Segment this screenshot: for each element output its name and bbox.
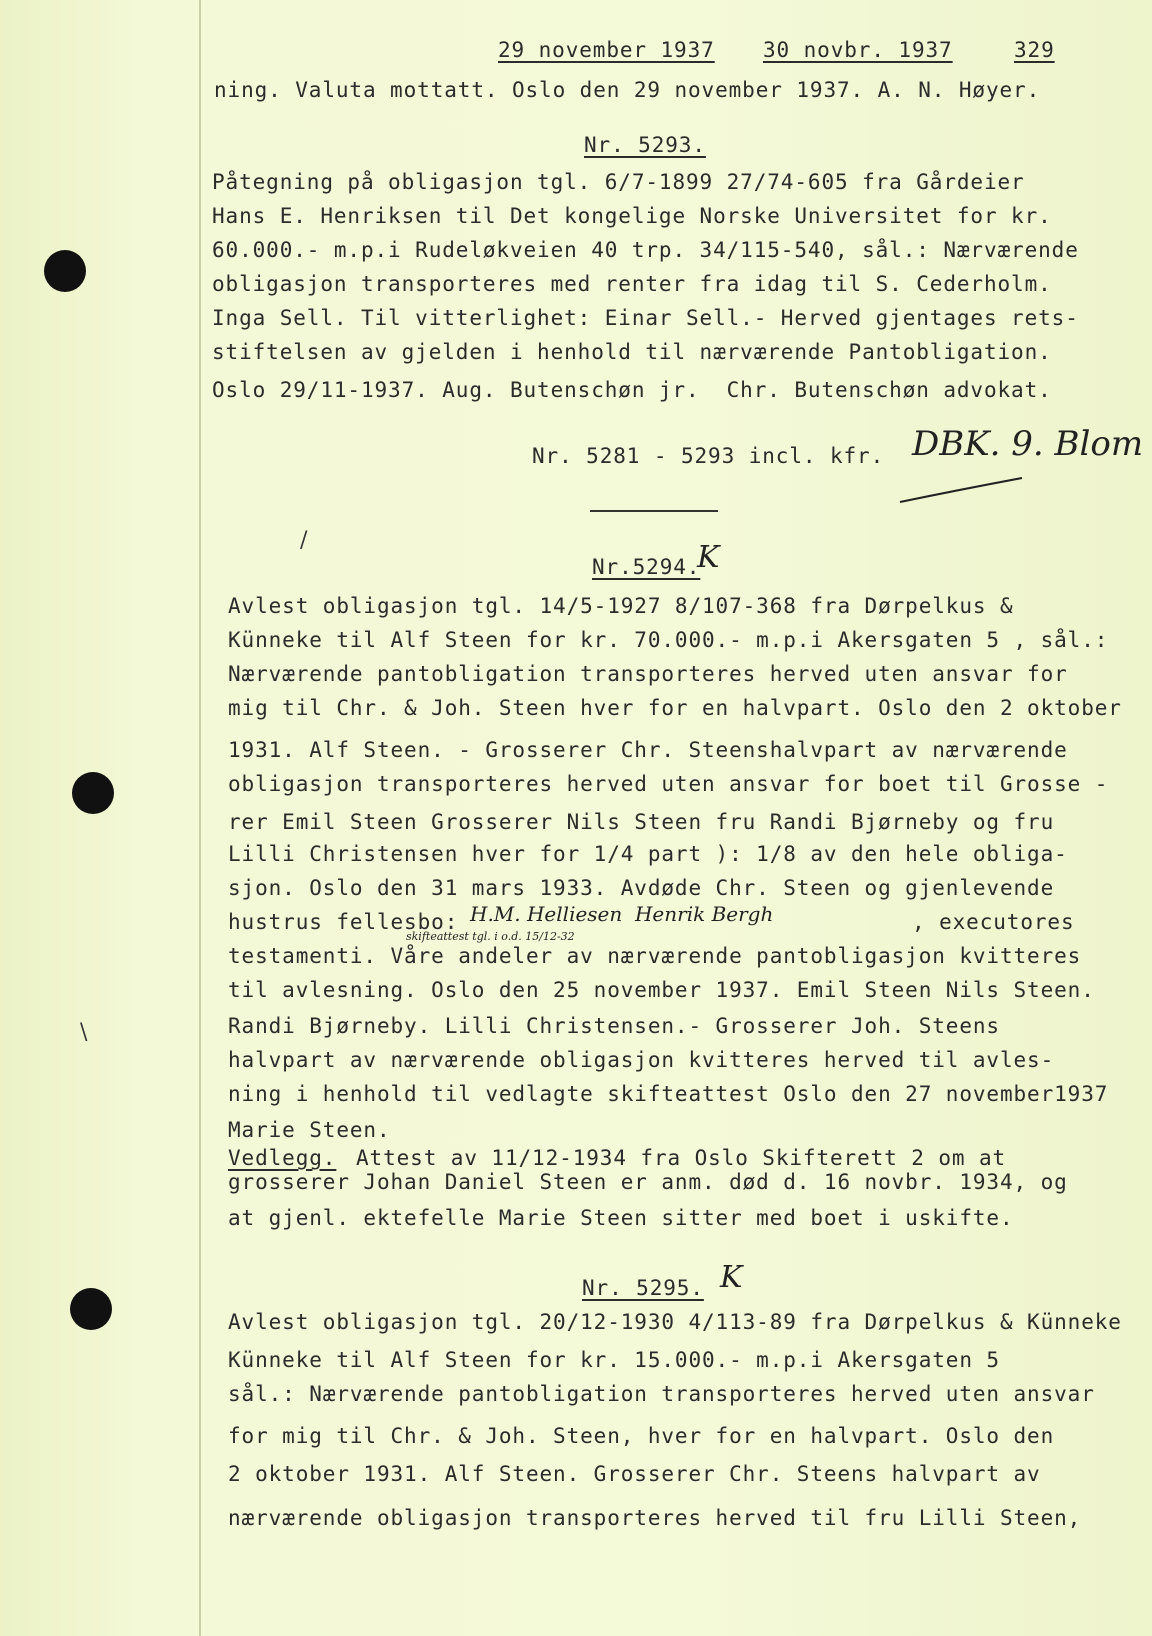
text-line: Lilli Christensen hver for 1/4 part ): 1/8 av den hele obliga- (228, 842, 1068, 866)
text-line: nærværende obligasjon transporteres herved til fru Lilli Steen, (228, 1506, 1082, 1530)
text-line: 2 oktober 1931. Alf Steen. Grosserer Chr. Steens halvpart av (228, 1462, 1041, 1486)
text-line: at gjenl. ektefelle Marie Steen sitter med boet i uskifte. (228, 1206, 1014, 1230)
entry-mark: K (720, 1260, 743, 1295)
handwritten-names: H.M. Helliesen Henrik Bergh (470, 902, 774, 926)
text-line: Påtegning på obligasjon tgl. 6/7-1899 27/74-605 fra Gårdeier (212, 170, 1025, 194)
text-line: grosserer Johan Daniel Steen er anm. død d. 16 novbr. 1934, og (228, 1170, 1068, 1194)
text-line: ning. Valuta mottatt. Oslo den 29 november 1937. A. N. Høyer. (214, 78, 1041, 102)
text-line: ning i henhold til vedlagte skifteattest Oslo den 27 november1937 (228, 1082, 1109, 1106)
text-line: mig til Chr. & Joh. Steen hver for en halvpart. Oslo den 2 oktober (228, 696, 1122, 720)
text-line: obligasjon transporteres med renter fra idag til S. Cederholm. (212, 272, 1052, 296)
text-line: Nærværende pantobligation transporteres herved uten ansvar for (228, 662, 1068, 686)
punch-hole (70, 1288, 112, 1330)
text-line: testamenti. Våre andeler av nærværende pantobligasjon kvitteres (228, 944, 1082, 968)
attachment-label: Vedlegg. (228, 1146, 337, 1170)
text-line: Avlest obligasjon tgl. 20/12-1930 4/113-89 fra Dørpelkus & Künneke (228, 1310, 1122, 1334)
text-line: sål.: Nærværende pantobligation transporteres herved uten ansvar (228, 1382, 1095, 1406)
text-line: 1931. Alf Steen. - Grosserer Chr. Steenshalvpart av nærværende (228, 738, 1068, 762)
text-line: 60.000.- m.p.i Rudeløkveien 40 trp. 34/115-540, sål.: Nærværende (212, 238, 1079, 262)
text-line: Inga Sell. Til vitterlighet: Einar Sell.- Herved gjentages rets- (212, 306, 1079, 330)
punch-hole (72, 772, 114, 814)
header-date-2: 30 novbr. 1937 (763, 38, 953, 62)
text-line: Avlest obligasjon tgl. 14/5-1927 8/107-368 fra Dørpelkus & (228, 594, 1014, 618)
handwritten-signature: DBK. 9. Blom (912, 424, 1144, 464)
stray-mark: / (300, 528, 308, 553)
section-divider (590, 510, 718, 512)
entry-number: Nr. 5293. (584, 133, 706, 157)
entry-number: Nr. 5295. (582, 1276, 704, 1300)
text-line: hustrus fellesbo: (228, 910, 459, 934)
punch-hole (44, 250, 86, 292)
kfr-line: Nr. 5281 - 5293 incl. kfr. (532, 444, 885, 468)
text-line: halvpart av nærværende obligasjon kvitteres herved til avles- (228, 1048, 1055, 1072)
text-line: stiftelsen av gjelden i henhold til nærværende Pantobligation. (212, 340, 1052, 364)
entry-number: Nr.5294. (592, 555, 701, 579)
text-line: Hans E. Henriksen til Det kongelige Norske Universitet for kr. (212, 204, 1052, 228)
entry-mark: K (697, 540, 720, 575)
text-line: rer Emil Steen Grosserer Nils Steen fru Randi Bjørneby og fru (228, 810, 1055, 834)
signature-stroke (898, 470, 1028, 510)
text-line: Künneke til Alf Steen for kr. 70.000.- m.p.i Akersgaten 5 , sål.: (228, 628, 1109, 652)
text-line: Marie Steen. (228, 1118, 391, 1142)
stray-mark: \ (80, 1020, 88, 1045)
text-line: sjon. Oslo den 31 mars 1933. Avdøde Chr. Steen og gjenlevende (228, 876, 1055, 900)
text-line: , executores (912, 910, 1075, 934)
text-line: Attest av 11/12-1934 fra Oslo Skifterett 2 om at (356, 1146, 1007, 1170)
text-line: for mig til Chr. & Joh. Steen, hver for en halvpart. Oslo den (228, 1424, 1055, 1448)
text-line: til avlesning. Oslo den 25 november 1937. Emil Steen Nils Steen. (228, 978, 1095, 1002)
page-number: 329 (1014, 38, 1055, 62)
page-margin-line (199, 0, 201, 1636)
text-line: obligasjon transporteres herved uten ansvar for boet til Grosse - (228, 772, 1109, 796)
header-date-1: 29 november 1937 (498, 38, 715, 62)
text-line: Künneke til Alf Steen for kr. 15.000.- m.p.i Akersgaten 5 (228, 1348, 1000, 1372)
text-line: Randi Bjørneby. Lilli Christensen.- Grosserer Joh. Steens (228, 1014, 1000, 1038)
handwritten-note: skifteattest tgl. i o.d. 15/12-32 (406, 930, 575, 943)
text-line: Oslo 29/11-1937. Aug. Butenschøn jr. Chr. Butenschøn advokat. (212, 378, 1052, 402)
